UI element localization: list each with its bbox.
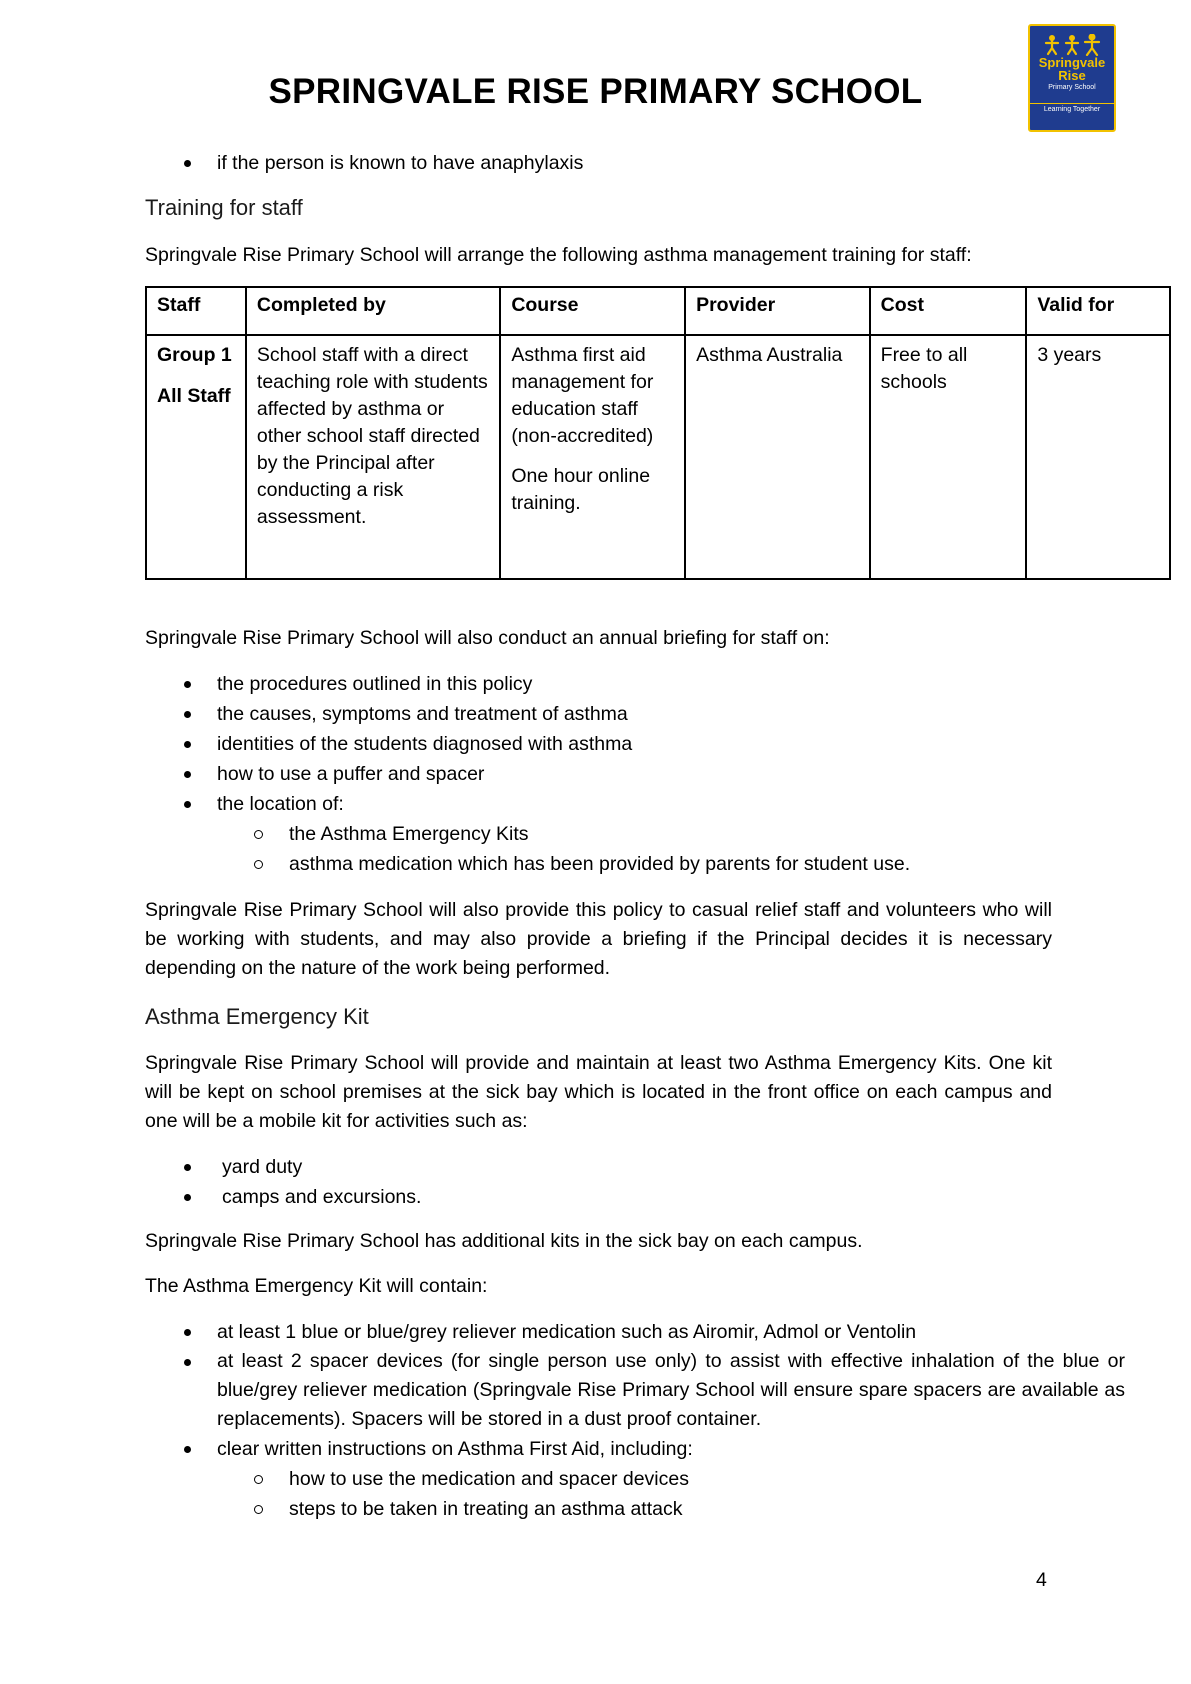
cell-staff — [146, 335, 246, 579]
logo-tagline: Learning Together — [1030, 103, 1114, 113]
list-item: the location of: — [145, 789, 1055, 819]
cell-provider: Asthma Australia — [685, 335, 870, 579]
column-header-provider: Provider — [685, 287, 870, 335]
intro-bullet-list — [145, 148, 1055, 178]
training-heading: Training for staff — [145, 195, 303, 220]
page-title: SPRINGVALE RISE PRIMARY SCHOOL — [268, 72, 923, 111]
table-header-row — [146, 287, 1170, 335]
training-intro: Springvale Rise Primary School will arrange the following asthma management training for staff: — [145, 244, 972, 266]
logo-line-1: Springvale — [1038, 55, 1106, 70]
activities-list — [145, 1152, 1055, 1212]
column-header-cost: Cost — [870, 287, 1027, 335]
sub-list-item: steps to be taken in treating an asthma attack — [145, 1494, 1125, 1524]
list-item: identities of the students diagnosed with asthma — [145, 729, 1055, 759]
list-item: clear written instructions on Asthma First Aid, including: — [145, 1434, 1125, 1464]
column-header-completed-by: Completed by — [246, 287, 500, 335]
training-table — [145, 286, 1171, 580]
children-figures-icon — [1042, 34, 1102, 56]
list-item: yard duty — [145, 1152, 1055, 1182]
course-format: One hour online training. — [511, 465, 651, 514]
page-number: 4 — [1036, 1569, 1047, 1591]
additional-kits-text: Springvale Rise Primary School has additional kits in the sick bay on each campus. — [145, 1230, 863, 1252]
briefing-list — [145, 669, 1055, 879]
list-item: at least 1 blue or blue/grey reliever medication such as Airomir, Admol or Ventolin — [145, 1317, 1125, 1347]
cell-valid-for: 3 years — [1026, 335, 1170, 579]
cell-cost: Free to all schools — [870, 335, 1027, 579]
cell-completed-by: School staff with a direct teaching role with students affected by asthma or other school staff directed by the Principal after conducting a risk assessment. — [246, 335, 500, 579]
logo-line-2: Rise — [1058, 68, 1086, 83]
logo-line-3: Primary School — [1048, 84, 1096, 91]
list-item: if the person is known to have anaphylaxis — [145, 148, 1055, 178]
list-item: the causes, symptoms and treatment of asthma — [145, 699, 1055, 729]
list-item: the procedures outlined in this policy — [145, 669, 1055, 699]
staff-group: Group 1 — [157, 344, 232, 366]
relief-staff-paragraph: Springvale Rise Primary School will also provide this policy to casual relief staff and volunteers who will be working with students, and may also provide a briefing if the Principal decides it is necessary depending on the nature of the work being performed. — [145, 899, 1052, 979]
sub-list-item: how to use the medication and spacer devices — [145, 1464, 1125, 1494]
table-row — [146, 335, 1170, 579]
kit-paragraph: Springvale Rise Primary School will provide and maintain at least two Asthma Emergency Kits. One kit will be kept on school premises at the sick bay which is located in the front office on each campus and one will be a mobile kit for activities such as: — [145, 1052, 1052, 1132]
cell-course — [500, 335, 685, 579]
sub-list-item: asthma medication which has been provided by parents for student use. — [145, 849, 1055, 879]
kit-contents-intro: The Asthma Emergency Kit will contain: — [145, 1275, 488, 1297]
briefing-intro: Springvale Rise Primary School will also conduct an annual briefing for staff on: — [145, 627, 830, 649]
list-item: at least 2 spacer devices (for single person use only) to assist with effective inhalation of the blue or blue/grey reliever medication (Springvale Rise Primary School will ensure spare spacers are available as replacements). Spacers will be stored in a dust proof container. — [145, 1347, 1125, 1434]
staff-scope: All Staff — [157, 385, 231, 407]
sub-list-item: the Asthma Emergency Kits — [145, 819, 1055, 849]
column-header-staff: Staff — [146, 287, 246, 335]
list-item: how to use a puffer and spacer — [145, 759, 1055, 789]
column-header-course: Course — [500, 287, 685, 335]
school-logo — [1028, 24, 1116, 132]
column-header-valid-for: Valid for — [1026, 287, 1170, 335]
kit-heading: Asthma Emergency Kit — [145, 1004, 369, 1029]
kit-contents-list — [145, 1317, 1125, 1524]
course-title: Asthma first aid management for education staff (non-accredited) — [511, 344, 654, 447]
list-item: camps and excursions. — [145, 1182, 1055, 1212]
